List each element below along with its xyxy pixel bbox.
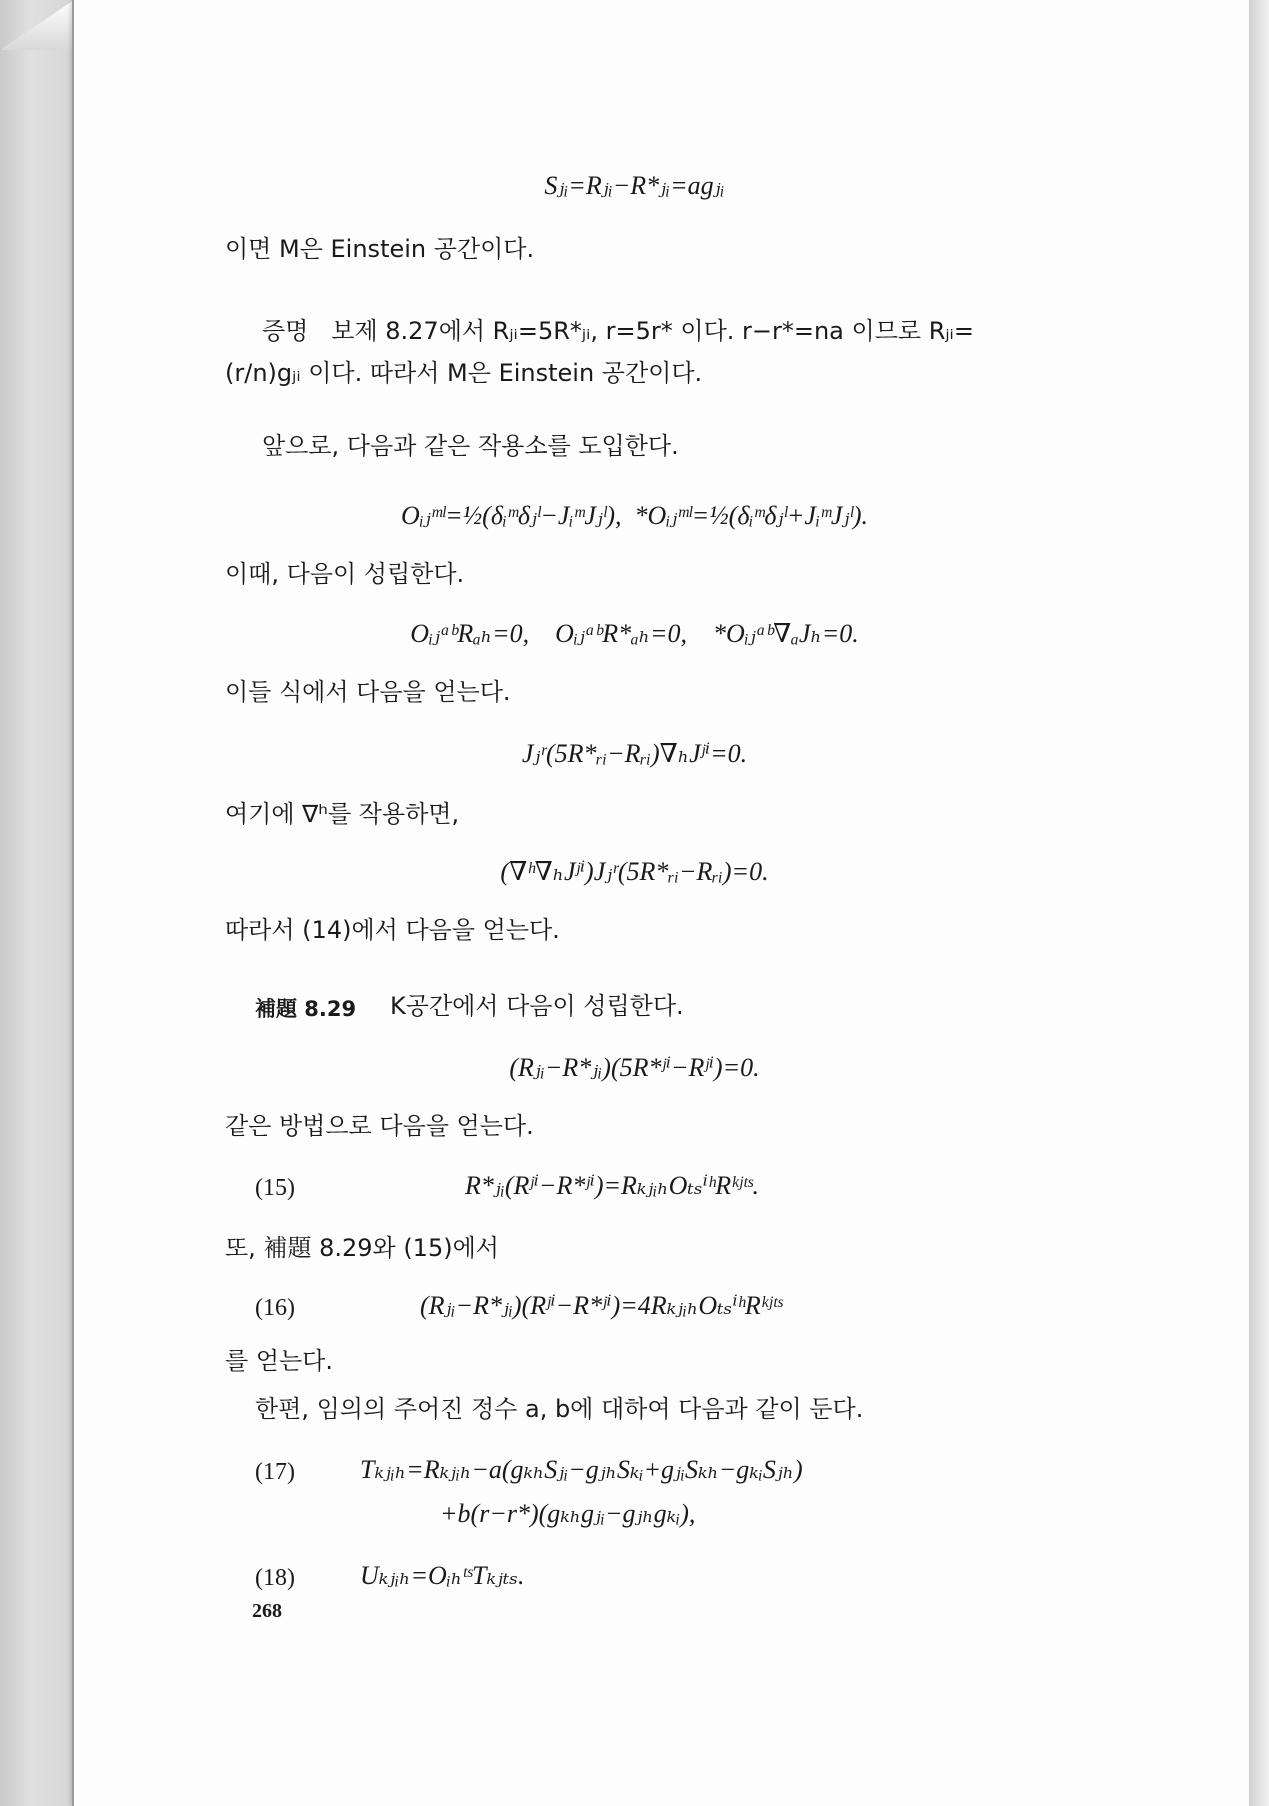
equation-operators: Oᵢⱼᵐˡ=½(δᵢᵐδⱼˡ−JᵢᵐJⱼˡ), *Oᵢⱼᵐˡ=½(δᵢᵐδⱼˡ+JᵢᵐJⱼˡ).	[400, 501, 869, 530]
text-line: 이들 식에서 다음을 얻는다.	[225, 678, 511, 706]
equation-sji: Sⱼᵢ=Rⱼᵢ−R*ⱼᵢ=agⱼᵢ	[544, 171, 725, 200]
equation-nabla: (∇ʰ∇ₕJʲⁱ)Jⱼʳ(5R*ᵣᵢ−Rᵣᵢ)=0.	[500, 857, 769, 886]
lemma-statement: K공간에서 다음이 성립한다.	[390, 992, 684, 1020]
text-line: 앞으로, 다음과 같은 작용소를 도입한다.	[262, 432, 679, 460]
equation-number-17: (17)	[255, 1459, 295, 1485]
text-line: 같은 방법으로 다음을 얻는다.	[225, 1112, 534, 1140]
equation-j: Jⱼʳ(5R*ᵣᵢ−Rᵣᵢ)∇ₕJʲⁱ=0.	[521, 739, 748, 768]
text-line: 한편, 임의의 주어진 정수 a, b에 대하여 다음과 같이 둔다.	[255, 1395, 864, 1423]
equation-17-line1: Tₖⱼᵢₕ=Rₖⱼᵢₕ−a(gₖₕSⱼᵢ−gⱼₕSₖᵢ+gⱼᵢSₖₕ−gₖᵢSⱼₕ)	[360, 1455, 803, 1484]
proof-line: 증명 보제 8.27에서 Rⱼᵢ=5R*ⱼᵢ, r=5r* 이다. r−r*=na 이므로 Rⱼᵢ=	[262, 317, 974, 345]
equation-number-15: (15)	[255, 1175, 295, 1201]
equation-16: (Rⱼᵢ−R*ⱼᵢ)(Rʲⁱ−R*ʲⁱ)=4RₖⱼᵢₕOₜₛⁱʰRᵏʲᵗˢ	[420, 1291, 783, 1320]
equation-17-line2: +b(r−r*)(gₖₕgⱼᵢ−gⱼₕgₖᵢ),	[440, 1499, 696, 1528]
text-line: 따라서 (14)에서 다음을 얻는다.	[225, 916, 560, 944]
text-line: (r/n)gⱼᵢ 이다. 따라서 M은 Einstein 공간이다.	[225, 359, 703, 387]
page-edge	[1249, 0, 1269, 1806]
text-line: 또, 補題 8.29와 (15)에서	[225, 1234, 499, 1262]
book-spine	[0, 0, 74, 1806]
page-number: 268	[252, 1600, 282, 1622]
lemma-label: 補題 8.29	[255, 997, 357, 1021]
text-line: 이때, 다음이 성립한다.	[225, 560, 465, 588]
equation-number-18: (18)	[255, 1565, 295, 1591]
equation-zero: OᵢⱼᵃᵇRₐₕ=0, OᵢⱼᵃᵇR*ₐₕ=0, *Oᵢⱼᵃᵇ∇ₐJₕ=0.	[410, 619, 859, 648]
equation-18: Uₖⱼᵢₕ=OᵢₕᵗˢTₖⱼₜₛ.	[360, 1561, 525, 1590]
book-page	[72, 0, 1251, 1806]
text-line: 를 얻는다.	[225, 1347, 333, 1375]
equation-lemma: (Rⱼᵢ−R*ⱼᵢ)(5R*ʲⁱ−Rʲⁱ)=0.	[509, 1053, 760, 1082]
equation-15: R*ⱼᵢ(Rʲⁱ−R*ʲⁱ)=RₖⱼᵢₕOₜₛⁱʰRᵏʲᵗˢ.	[465, 1171, 760, 1200]
equation-number-16: (16)	[255, 1295, 295, 1321]
text-line: 이면 M은 Einstein 공간이다.	[225, 235, 535, 263]
text-line: 여기에 ∇ʰ를 작용하면,	[225, 800, 460, 828]
